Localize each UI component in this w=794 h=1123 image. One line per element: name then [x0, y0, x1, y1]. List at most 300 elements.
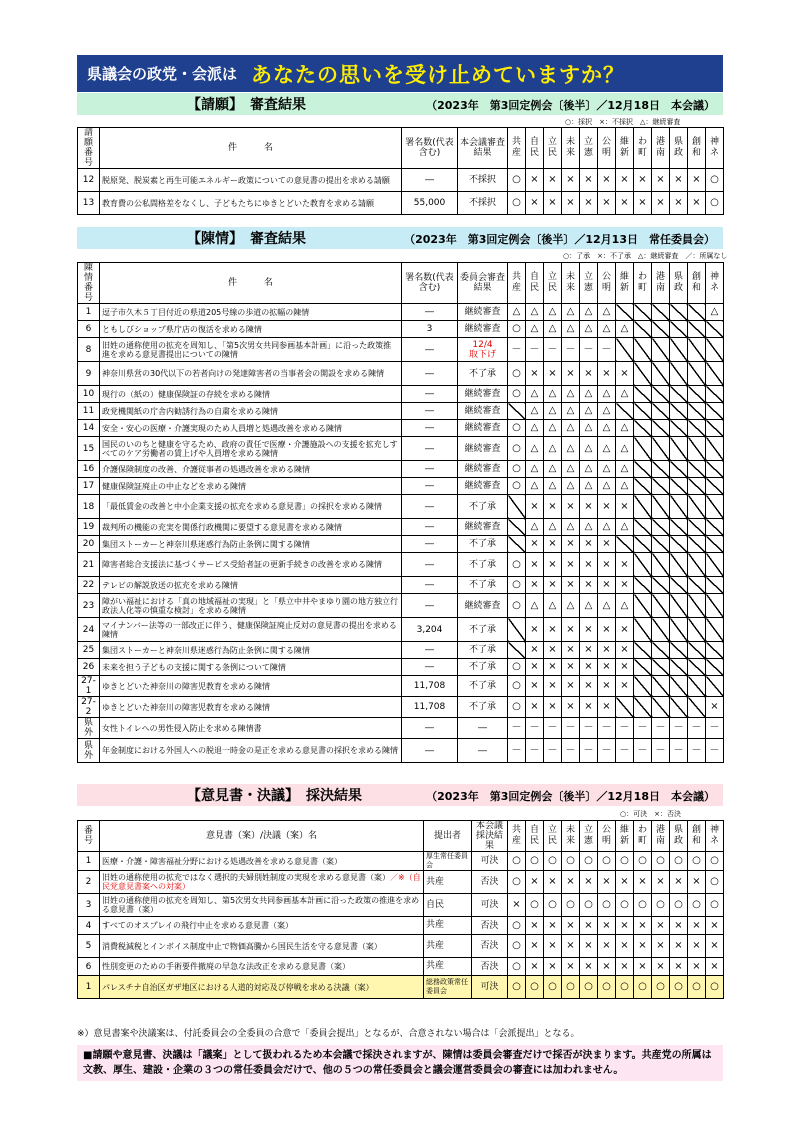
vote-mark: × [598, 553, 616, 577]
row-subject: 旧姓の通称使用の拡充を周知し、第5次男女共同参画基本計画に沿った政策の推進を求める意見書（案） [100, 894, 424, 917]
row-result: 不了承 [458, 697, 508, 718]
party-header: 維 新 [616, 128, 634, 169]
row-subject: 医療・介護・障害福祉分野における処遇改善を求める意見書（案） [100, 852, 424, 871]
vote-mark: × [670, 871, 688, 894]
row-subject: 未来を担う子どもの支援に関する条例について陳情 [100, 659, 402, 676]
vote-mark [652, 478, 670, 495]
row-result: 継続審査 [458, 478, 508, 495]
party-header: 創 和 [688, 821, 706, 852]
party-header: 創 和 [688, 263, 706, 304]
row-signatures: ― [402, 362, 458, 386]
col-result: 本会議採決結果 [472, 821, 508, 852]
vote-mark [706, 642, 724, 659]
vote-mark: ○ [508, 871, 526, 894]
vote-mark: △ [616, 386, 634, 403]
vote-mark: △ [598, 478, 616, 495]
vote-mark: × [652, 871, 670, 894]
row-signatures: ― [402, 169, 458, 192]
row-result: 継続審査 [458, 321, 508, 338]
vote-mark: △ [598, 461, 616, 478]
row-result: 12/4 取下げ [458, 338, 508, 362]
vote-mark: △ [580, 420, 598, 437]
vote-mark: × [544, 659, 562, 676]
vote-mark: △ [526, 594, 544, 618]
party-header: 自 民 [526, 128, 544, 169]
vote-mark: × [562, 676, 580, 697]
row-number: 18 [78, 495, 100, 519]
vote-mark: △ [526, 386, 544, 403]
party-header: 自 民 [526, 821, 544, 852]
petition-table [77, 127, 724, 215]
vote-mark: ○ [688, 976, 706, 999]
vote-mark: × [688, 871, 706, 894]
vote-mark: × [544, 871, 562, 894]
party-header: 県 政 [670, 821, 688, 852]
vote-mark: △ [580, 478, 598, 495]
petition-legend: ○：採択 ×：不採択 △：継続審査 [565, 118, 681, 126]
vote-mark: ○ [634, 894, 652, 917]
vote-mark: △ [562, 519, 580, 536]
party-header: わ 町 [634, 128, 652, 169]
table-row [78, 386, 724, 403]
row-subject: 集団ストーカーと神奈川県迷惑行為防止条例に関する陳情 [100, 536, 402, 553]
vote-mark: △ [580, 519, 598, 536]
vote-mark: × [616, 659, 634, 676]
row-subject: マイナンバー法等の一部改正に伴う、健康保険証廃止反対の意見書の提出を求める陳情 [100, 618, 402, 642]
col-result: 本会議審査結果 [458, 128, 508, 169]
party-header: 未 来 [562, 821, 580, 852]
row-result: 継続審査 [458, 461, 508, 478]
vote-mark: × [580, 958, 598, 976]
vote-mark [706, 553, 724, 577]
vote-mark [652, 338, 670, 362]
vote-mark: ○ [616, 976, 634, 999]
row-result: 否決 [472, 935, 508, 958]
vote-mark: × [634, 935, 652, 958]
row-number: 1 [78, 976, 100, 999]
vote-mark [688, 642, 706, 659]
row-signatures: ― [402, 519, 458, 536]
party-header: わ 町 [634, 821, 652, 852]
vote-mark [634, 594, 652, 618]
vote-mark: △ [598, 420, 616, 437]
vote-mark [634, 676, 652, 697]
vote-mark [670, 536, 688, 553]
col-proposer: 提出者 [424, 821, 472, 852]
vote-mark: × [562, 642, 580, 659]
party-header: 共 産 [508, 128, 526, 169]
vote-mark: △ [580, 437, 598, 461]
vote-mark: △ [580, 594, 598, 618]
vote-mark: ○ [652, 894, 670, 917]
vote-mark: ○ [508, 697, 526, 718]
vote-mark: － [526, 718, 544, 739]
vote-mark [634, 478, 652, 495]
vote-mark [670, 304, 688, 321]
vote-mark: △ [580, 403, 598, 420]
vote-mark [652, 403, 670, 420]
party-header: 公 明 [598, 821, 616, 852]
row-signatures: ― [402, 553, 458, 577]
party-header: 公 明 [598, 128, 616, 169]
table-row [78, 169, 724, 192]
row-number: 26 [78, 659, 100, 676]
vote-mark: × [598, 697, 616, 718]
vote-mark [652, 642, 670, 659]
vote-mark: × [562, 362, 580, 386]
vote-mark: ○ [508, 676, 526, 697]
vote-mark: × [580, 553, 598, 577]
vote-mark [634, 495, 652, 519]
vote-mark: － [526, 739, 544, 763]
row-signatures: ― [402, 495, 458, 519]
row-number: 14 [78, 420, 100, 437]
vote-mark: × [580, 642, 598, 659]
row-number: 20 [78, 536, 100, 553]
vote-mark: △ [526, 321, 544, 338]
vote-mark: × [598, 676, 616, 697]
vote-mark: × [634, 871, 652, 894]
vote-mark: × [706, 917, 724, 935]
row-signatures: ― [402, 437, 458, 461]
vote-mark: × [688, 192, 706, 215]
row-result: 不了承 [458, 495, 508, 519]
vote-mark: ○ [526, 894, 544, 917]
vote-mark [706, 461, 724, 478]
vote-mark: ○ [508, 659, 526, 676]
vote-mark: × [598, 169, 616, 192]
vote-mark [688, 403, 706, 420]
vote-mark: ○ [706, 894, 724, 917]
vote-mark: × [580, 676, 598, 697]
vote-mark [688, 659, 706, 676]
vote-mark: ○ [508, 386, 526, 403]
row-result: 不採択 [458, 169, 508, 192]
party-header: 港 南 [652, 128, 670, 169]
vote-mark [634, 461, 652, 478]
vote-mark: × [526, 169, 544, 192]
vote-mark: × [544, 553, 562, 577]
vote-mark: △ [526, 437, 544, 461]
vote-mark: ○ [616, 894, 634, 917]
vote-mark: × [598, 917, 616, 935]
vote-mark [688, 553, 706, 577]
vote-mark: × [580, 697, 598, 718]
row-number: 21 [78, 553, 100, 577]
row-result: 不了承 [458, 618, 508, 642]
vote-mark [634, 403, 652, 420]
vote-mark: △ [526, 403, 544, 420]
row-result: 否決 [472, 917, 508, 935]
vote-mark [688, 437, 706, 461]
vote-mark: × [544, 536, 562, 553]
vote-mark [670, 618, 688, 642]
vote-mark: × [526, 659, 544, 676]
vote-mark [634, 642, 652, 659]
row-subject: 裁判所の機能の充実を関係行政機関に要望する意見書を求める陳情 [100, 519, 402, 536]
vote-mark: × [616, 553, 634, 577]
row-number: 5 [78, 935, 100, 958]
table-row [78, 917, 724, 935]
opinion-header [77, 784, 723, 806]
vote-mark [688, 362, 706, 386]
row-subject: 集団ストーカーと神奈川県迷惑行為防止条例に関する陳情 [100, 642, 402, 659]
col-subject: 意見書（案）/決議（案）名 [100, 821, 424, 852]
vote-mark [670, 321, 688, 338]
vote-mark [652, 676, 670, 697]
vote-mark: × [688, 917, 706, 935]
vote-mark: × [616, 958, 634, 976]
chinjo-meeting: （2023年 第3回定例会〔後半〕／12月13日 常任委員会） [404, 233, 715, 246]
vote-mark: × [562, 192, 580, 215]
row-result: 継続審査 [458, 386, 508, 403]
vote-mark: × [562, 577, 580, 594]
banner-right: あなたの思いを受け止めていますか？ [251, 62, 626, 87]
vote-mark: － [634, 739, 652, 763]
vote-mark: × [526, 958, 544, 976]
vote-mark: × [598, 642, 616, 659]
col-sig: 署名数(代表含む) [402, 128, 458, 169]
row-number: 25 [78, 642, 100, 659]
vote-mark: ○ [706, 169, 724, 192]
vote-mark: － [706, 718, 724, 739]
vote-mark: △ [598, 403, 616, 420]
table-row [78, 321, 724, 338]
vote-mark [706, 386, 724, 403]
table-row [78, 958, 724, 976]
party-header: 共 産 [508, 263, 526, 304]
vote-mark [652, 697, 670, 718]
row-subject: 国民のいのちと健康を守るため、政府の責任で医療・介護施設への支援を拡充しすべてのケア労働者の賃上げや人員増を求める陳情 [100, 437, 402, 461]
vote-mark [634, 420, 652, 437]
row-subject: 障がい福祉における「真の地域福祉の実現」と「県立中井やまゆり園の地方独立行政法人化等の慎重な検討」を求める陳情 [100, 594, 402, 618]
vote-mark: × [544, 192, 562, 215]
vote-mark: × [562, 618, 580, 642]
vote-mark: － [670, 718, 688, 739]
vote-mark [616, 697, 634, 718]
table-row [78, 852, 724, 871]
vote-mark [634, 386, 652, 403]
party-header: 神 ネ [706, 263, 724, 304]
vote-mark: × [508, 894, 526, 917]
vote-mark: △ [526, 478, 544, 495]
vote-mark: × [562, 536, 580, 553]
vote-mark: × [562, 935, 580, 958]
row-number: 2 [78, 871, 100, 894]
vote-mark: △ [598, 519, 616, 536]
vote-mark: ○ [652, 852, 670, 871]
vote-mark: × [562, 495, 580, 519]
vote-mark: × [580, 871, 598, 894]
vote-mark: × [616, 642, 634, 659]
vote-mark: × [598, 536, 616, 553]
table-row [78, 618, 724, 642]
col-no: 陳情番号 [78, 263, 100, 304]
vote-mark: ○ [670, 894, 688, 917]
vote-mark: × [688, 958, 706, 976]
vote-mark: ○ [508, 321, 526, 338]
vote-mark [652, 420, 670, 437]
vote-mark: × [652, 935, 670, 958]
row-number: 1 [78, 304, 100, 321]
row-number: 8 [78, 338, 100, 362]
vote-mark: × [526, 536, 544, 553]
party-header: 立 憲 [580, 263, 598, 304]
vote-mark: × [544, 362, 562, 386]
vote-mark: × [688, 169, 706, 192]
row-signatures: ― [402, 386, 458, 403]
vote-mark: ○ [544, 852, 562, 871]
row-number: 12 [78, 169, 100, 192]
vote-mark [634, 659, 652, 676]
vote-mark [670, 642, 688, 659]
row-proposer: 共産 [424, 935, 472, 958]
row-subject: 健康保険証廃止の中止などを求める陳情 [100, 478, 402, 495]
row-subject: 旧姓の通称使用の拡充を周知し、「第5次男女共同参画基本計画」に沿った政策推進を求める意見書提出についての陳情 [100, 338, 402, 362]
vote-mark: × [544, 642, 562, 659]
vote-mark: × [652, 192, 670, 215]
vote-mark: × [562, 871, 580, 894]
vote-mark [634, 577, 652, 594]
table-row [78, 697, 724, 718]
vote-mark: × [562, 553, 580, 577]
petition-header [77, 93, 723, 115]
vote-mark: × [652, 958, 670, 976]
vote-mark [634, 519, 652, 536]
vote-mark [706, 338, 724, 362]
vote-mark: × [562, 697, 580, 718]
vote-mark: ○ [598, 894, 616, 917]
vote-mark: × [580, 618, 598, 642]
vote-mark [508, 536, 526, 553]
vote-mark: ○ [508, 192, 526, 215]
vote-mark [688, 495, 706, 519]
vote-mark: △ [598, 304, 616, 321]
vote-mark: × [598, 935, 616, 958]
vote-mark: ○ [508, 577, 526, 594]
vote-mark: △ [580, 304, 598, 321]
vote-mark: × [580, 935, 598, 958]
vote-mark: ○ [508, 594, 526, 618]
row-number: 県外 [78, 739, 100, 763]
row-number: 15 [78, 437, 100, 461]
subject-note: ／※（自民党意見書案への対案） [102, 873, 421, 891]
vote-mark: － [688, 739, 706, 763]
row-result: 不了承 [458, 659, 508, 676]
party-header: 港 南 [652, 263, 670, 304]
row-number: 9 [78, 362, 100, 386]
vote-mark [670, 362, 688, 386]
vote-mark: － [598, 739, 616, 763]
vote-mark [688, 536, 706, 553]
vote-mark: × [598, 618, 616, 642]
vote-mark: △ [616, 519, 634, 536]
vote-mark: × [580, 917, 598, 935]
row-result: 不採択 [458, 192, 508, 215]
vote-mark: － [544, 718, 562, 739]
vote-mark: × [562, 169, 580, 192]
vote-mark: × [580, 659, 598, 676]
row-subject: 神奈川県営の30代以下の若者向けの発達障害者の当事者会の開設を求める陳情 [100, 362, 402, 386]
vote-mark [706, 594, 724, 618]
vote-mark [688, 676, 706, 697]
vote-mark [670, 659, 688, 676]
row-subject: 旧姓の通称使用の拡充ではなく選択的夫婦別姓制度の実現を求める意見書（案）／※（自民党意見書案への対案） [100, 871, 424, 894]
vote-mark: ○ [688, 852, 706, 871]
row-signatures: ― [402, 420, 458, 437]
row-subject: 性別変更のための手術要件撤廃の早急な法改正を求める意見書（案） [100, 958, 424, 976]
vote-mark [652, 577, 670, 594]
vote-mark [688, 577, 706, 594]
vote-mark: × [598, 958, 616, 976]
row-result: 継続審査 [458, 403, 508, 420]
vote-mark: × [652, 169, 670, 192]
vote-mark: × [526, 697, 544, 718]
vote-mark: × [706, 697, 724, 718]
vote-mark [634, 321, 652, 338]
row-signatures: 55,000 [402, 192, 458, 215]
vote-mark [634, 304, 652, 321]
vote-mark [634, 618, 652, 642]
row-proposer: 総務政策常任委員会 [424, 976, 472, 999]
vote-mark: × [526, 935, 544, 958]
vote-mark: △ [562, 461, 580, 478]
vote-mark: △ [562, 478, 580, 495]
vote-mark: ○ [706, 976, 724, 999]
chinjo-header [77, 227, 723, 249]
row-number: 10 [78, 386, 100, 403]
chinjo-legend: ○：了承 ×：不了承 △：継続審査 ／：所属なし [563, 252, 728, 260]
row-result: 可決 [472, 852, 508, 871]
vote-mark [688, 386, 706, 403]
vote-mark [670, 553, 688, 577]
vote-mark [670, 420, 688, 437]
vote-mark [706, 321, 724, 338]
vote-mark: － [652, 718, 670, 739]
vote-mark: ○ [508, 935, 526, 958]
vote-mark: ○ [508, 852, 526, 871]
row-signatures: 11,708 [402, 697, 458, 718]
row-result: 否決 [472, 958, 508, 976]
opinion-meeting: （2023年 第3回定例会〔後半〕／12月18日 本会議） [426, 790, 715, 803]
vote-mark: △ [562, 403, 580, 420]
vote-mark [688, 338, 706, 362]
vote-mark [652, 618, 670, 642]
vote-mark: × [526, 917, 544, 935]
row-number: 23 [78, 594, 100, 618]
row-signatures: ― [402, 461, 458, 478]
vote-mark [634, 536, 652, 553]
vote-mark: × [544, 917, 562, 935]
row-result: 継続審査 [458, 437, 508, 461]
party-header: 立 民 [544, 128, 562, 169]
vote-mark: △ [526, 461, 544, 478]
vote-mark [508, 519, 526, 536]
vote-mark: ○ [706, 852, 724, 871]
vote-mark: － [580, 718, 598, 739]
vote-mark: △ [616, 594, 634, 618]
footnote: ※）意見書案や決議案は、付託委員会の全委員の合意で「委員会提出」となるが、合意されない場合は「会派提出」となる。 [77, 1029, 580, 1039]
vote-mark: × [598, 495, 616, 519]
row-subject: 教育費の公私間格差をなくし、子どもたちにゆきとどいた教育を求める請願 [100, 192, 402, 215]
table-row [78, 519, 724, 536]
vote-mark: × [526, 192, 544, 215]
vote-mark: △ [598, 594, 616, 618]
vote-mark: △ [562, 420, 580, 437]
vote-mark: × [616, 676, 634, 697]
party-header: 港 南 [652, 821, 670, 852]
vote-mark: × [616, 917, 634, 935]
